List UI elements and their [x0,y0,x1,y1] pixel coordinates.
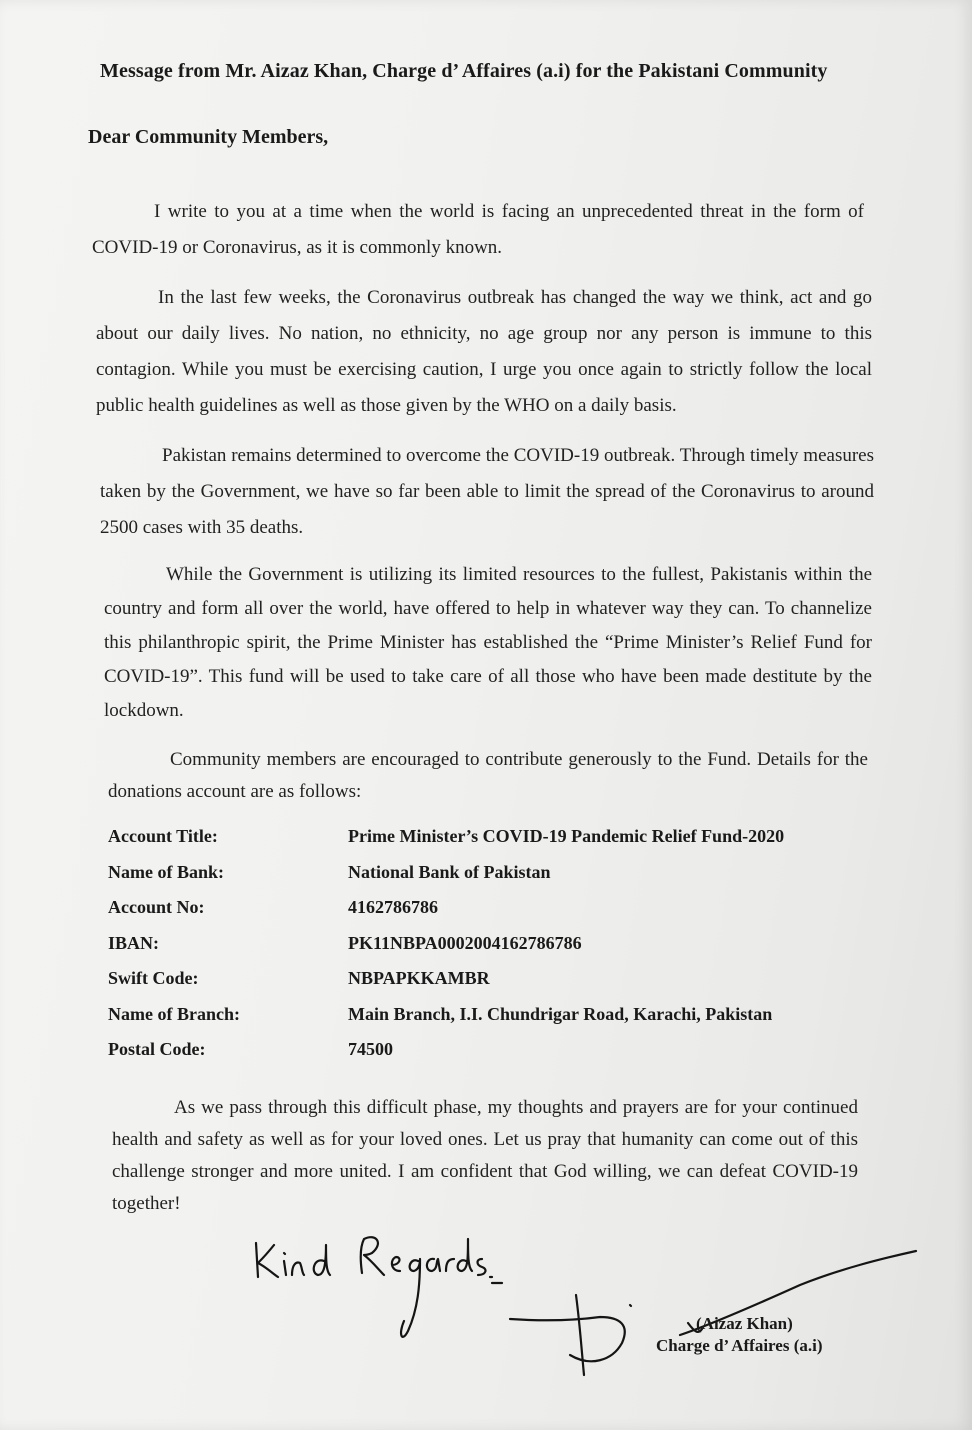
detail-value: PK11NBPA0002004162786786 [348,932,582,953]
detail-label: Account No: [108,897,205,917]
paragraph-relief-fund [104,558,872,728]
detail-row [108,968,868,1004]
salutation: Dear Community Members, [88,126,329,148]
paragraph-text: I write to you at a time when the world is facing an unprecedented threat in the form of COVID-19 or Coronavirus, as it is commonly known. [92,201,864,258]
detail-value: National Bank of Pakistan [348,861,551,882]
signatory-name: (Aizaz Khan) [696,1314,793,1333]
paragraph-closing [112,1092,858,1220]
detail-label: Name of Bank: [108,861,224,882]
paragraph-text: In the last few weeks, the Coronavirus outbreak has changed the way we think, act and go about our daily lives. No nation, no ethnicity, no age group nor any person is immune to this contagion. While you must be exercising caution, I urge you once again to strictly follow the local public health guidelines as well as those given by the WHO on a daily basis. [96,287,872,416]
detail-row [108,862,868,898]
paragraph-text: Community members are encouraged to contribute generously to the Fund. Details for the donations account are as follows: [108,749,868,802]
detail-label: Account Title: [108,826,218,846]
paragraph-donations [108,744,868,808]
detail-label: Swift Code: [108,968,199,988]
detail-value: Prime Minister’s COVID-19 Pandemic Relief Fund-2020 [348,826,785,846]
account-details-table [108,826,868,1075]
detail-label: Name of Branch: [108,1003,240,1024]
detail-value: Main Branch, I.I. Chundrigar Road, Karachi, Pakistan [348,1003,773,1024]
letter-heading: Message from Mr. Aizaz Khan, Charge d’ Affaires (a.i) for the Pakistani Community [100,60,828,82]
detail-label: Postal Code: [108,1039,206,1059]
paragraph-text: As we pass through this difficult phase, my thoughts and prayers are for your continued health and safety as well as for your loved ones. Let us pray that humanity can come out of this challenge stronger and more united. I am confident that God willing, we can defeat COVID-19 together! [112,1097,858,1214]
detail-row [108,897,868,933]
detail-value: 74500 [348,1039,393,1059]
detail-row [108,933,868,969]
detail-row [108,826,868,862]
detail-value: 4162786786 [348,897,438,917]
paragraph-pakistan [100,438,874,546]
detail-label: IBAN: [108,932,160,953]
paragraph-intro [92,194,864,266]
paragraph-text: Pakistan remains determined to overcome the COVID-19 outbreak. Through timely measures taken by the Government, we have so far been able to limit the spread of the Coronavirus to around 2500 cases with 35 deaths. [100,445,874,538]
detail-row [108,1004,868,1040]
detail-row [108,1039,868,1075]
detail-value: NBPAPKKAMBR [348,968,490,988]
paragraph-text: While the Government is utilizing its limited resources to the fullest, Pakistanis within the country and form all over the world, have offered to help in whatever way they can. To channelize this philanthropic spirit, the Prime Minister has established the “Prime Minister’s Relief Fund for COVID-19”. This fund will be used to take care of all those who have been made destitute by the lockdown. [104,564,872,721]
paragraph-outbreak [96,280,872,424]
signatory-title: Charge d’ Affaires (a.i) [656,1336,823,1355]
